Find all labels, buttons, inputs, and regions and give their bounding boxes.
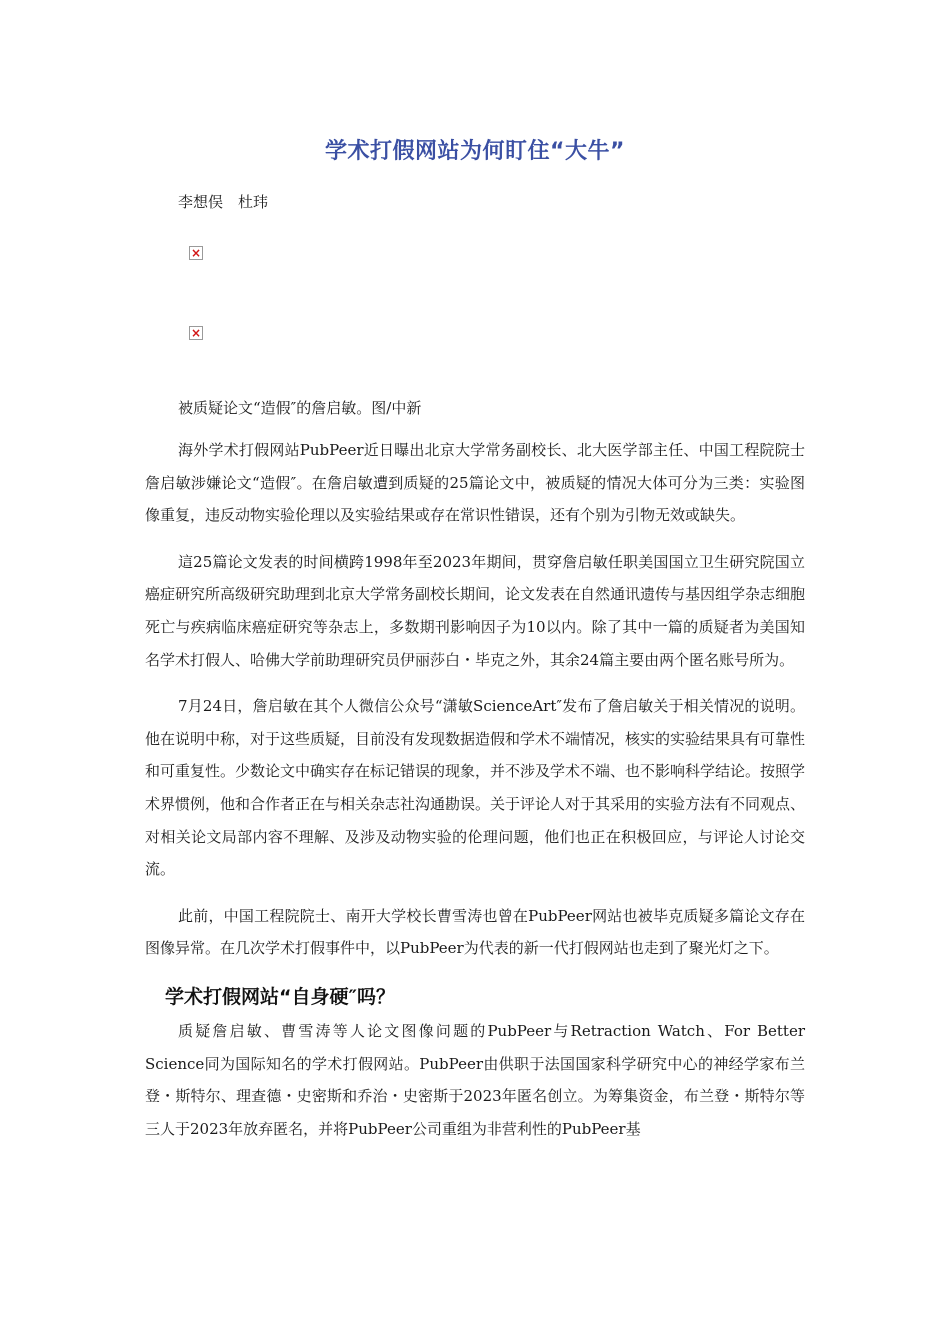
article-body — [145, 434, 805, 1159]
section-heading: 学术打假网站“自身硬″吗？ — [165, 985, 395, 1008]
body-paragraph-1: 海外学术打假网站PubPeer近日曝出北京大学常务副校长、北大医学部主任、中国工程院院士詹启敏涉嫌论文“造假″。在詹启敏遭到质疑的25篇论文中，被质疑的情况大体可分为三类：实验图像重复，违反动物实验伦理以及实验结果或存在常识性错误，还有个别为引物无效或缺失。 — [145, 441, 805, 525]
body-paragraph-2: 這25篇论文发表的时间横跨1998年至2023年期间，贯穿詹启敏任职美国国立卫生研究院国立癌症研究所高级研究助理到北京大学常务副校长期间，论文发表在自然通讯遗传与基因组学杂志细胞死亡与疾病临床癌症研究等杂志上，多数期刊影响因子为10以内。除了其中一篇的质疑者为美国知名学术打假人、哈佛大学前助理研究员伊丽莎白・毕克之外，其余24篇主要由两个匿名账号所为。 — [145, 552, 806, 669]
broken-image-icon: × — [190, 246, 202, 260]
section-paragraph: 质疑詹启敏、曹雪涛等人论文图像问题的PubPeer与Retraction Watch、For Better Science同为国际知名的学术打假网站。PubPeer由供职于法国国家科学研究中心的神经学家布兰登・斯特尔、理查德・史密斯和乔治・史密斯于2023年匿名创立。为筹集资金，布兰登・斯特尔等三人于2023年放弃匿名，并将PubPeer公司重组为非营利性的PubPeer基 — [145, 1021, 805, 1138]
body-paragraph-3: 7月24日，詹启敏在其个人微信公众号“潇敏ScienceArt″发布了詹启敏关于相关情况的说明。他在说明中称，对于这些质疑，目前没有发现数据造假和学术不端情况，核实的实验结果具有可靠性和可重复性。少数论文中确实存在标记错误的现象，并不涉及学术不端、也不影响科学结论。按照学术界惯例，他和合作者正在与相关杂志社沟通勘误。关于评论人对于其采用的实验方法有不同观点、对相关论文局部内容不理解、及涉及动物实验的伦理问题，他们也正在积极回应，与评论人讨论交流。 — [145, 697, 806, 879]
article-title: 学术打假网站为何盯住“大牛” — [325, 139, 625, 164]
article-authors: 李想俣 杜玮 — [178, 193, 269, 211]
body-paragraph-4: 此前，中国工程院院士、南开大学校长曹雪涛也曾在PubPeer网站也被毕克质疑多篇论文存在图像异常。在几次学术打假事件中，以PubPeer为代表的新一代打假网站也走到了聚光灯之下。 — [145, 906, 805, 958]
broken-image-icon: × — [190, 326, 202, 340]
image-caption: 被质疑论文“造假″的詹启敏。图/中新 — [178, 399, 422, 417]
